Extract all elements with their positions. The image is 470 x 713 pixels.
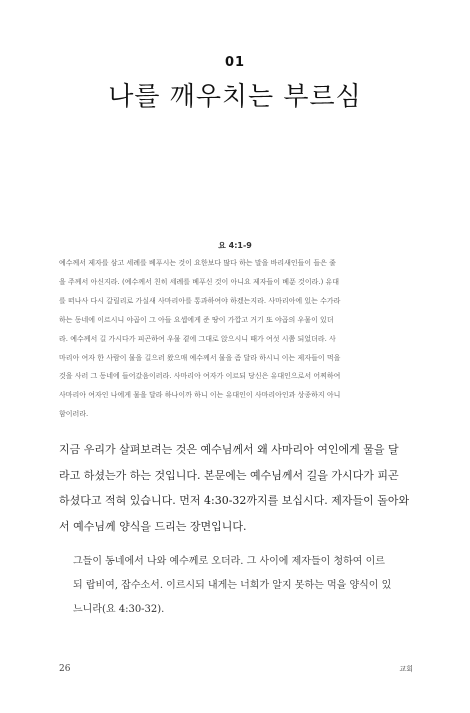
body-paragraph	[59, 437, 415, 539]
body-line: 라고 하셨는가 하는 것입니다. 본문에는 예수님께서 길을 가시다가 피곤	[59, 468, 399, 482]
body-line: 하셨다고 적혀 있습니다. 먼저 4:30-32까지를 보십시다. 제자들이 돌아와	[59, 494, 410, 507]
scripture-line: 마리아 여자 한 사람이 물을 길으러 왔으매 예수께서 물을 좀 달라 하시니 이는 제자들이 먹을	[59, 353, 341, 362]
quote-line: 그들이 동네에서 나와 예수께로 오더라. 그 사이에 제자들이 청하여 이르	[73, 556, 385, 567]
chapter-title: 나를 깨우치는 부르심	[108, 82, 362, 112]
scripture-line: 를 떠나사 다시 갈릴리로 가실새 사마리아를 통과하여야 하겠는지라. 사마리아에 있는 수가라	[59, 296, 341, 305]
body-line: 지금 우리가 살펴보려는 것은 예수님께서 왜 사마리아 여인에게 물을 달	[59, 443, 399, 456]
quote-line: 되 랍비여, 잡수소서. 이르시되 내게는 너희가 알지 못하는 먹을 양식이 있	[73, 580, 392, 591]
quote-line: 느니라(요 4:30-32).	[73, 604, 165, 615]
scripture-line: 것을 사러 그 동네에 들어갔음이러라. 사마리아 여자가 이르되 당신은 유대인으로서 어찌하여	[59, 372, 341, 381]
body-line: 서 예수님께 양식을 드리는 장면입니다.	[59, 519, 247, 533]
scripture-line: 함이러라.	[59, 410, 89, 419]
scripture-line: 하는 동네에 이르시니 야곱이 그 아들 요셉에게 준 땅이 가깝고 거기 또 야곱의 우물이 있더	[59, 315, 334, 324]
page-number: 26	[59, 664, 71, 674]
scripture-line: 을 주께서 아신지라. (예수께서 친히 세례를 베푸신 것이 아니요 제자들이 베푼 것이라.) 유대	[59, 277, 340, 286]
scripture-line: 사마리아 여자인 나에게 물을 달라 하나이까 하니 이는 유대인이 사마리아인과 상종하지 아니	[59, 391, 341, 400]
scripture-passage	[59, 254, 413, 424]
scripture-line: 예수께서 제자를 삼고 세례를 베푸시는 것이 요한보다 많다 하는 말을 바리새인들이 들은 줄	[59, 259, 336, 267]
block-quote	[73, 550, 415, 622]
scripture-line: 라. 예수께서 길 가시다가 피곤하여 우물 곁에 그대로 앉으시니 때가 여섯 시쯤 되었더라. 사	[59, 334, 336, 343]
running-head: 교회	[399, 665, 413, 673]
scripture-reference: 요 4:1-9	[218, 241, 252, 250]
chapter-number: 01	[224, 55, 246, 70]
